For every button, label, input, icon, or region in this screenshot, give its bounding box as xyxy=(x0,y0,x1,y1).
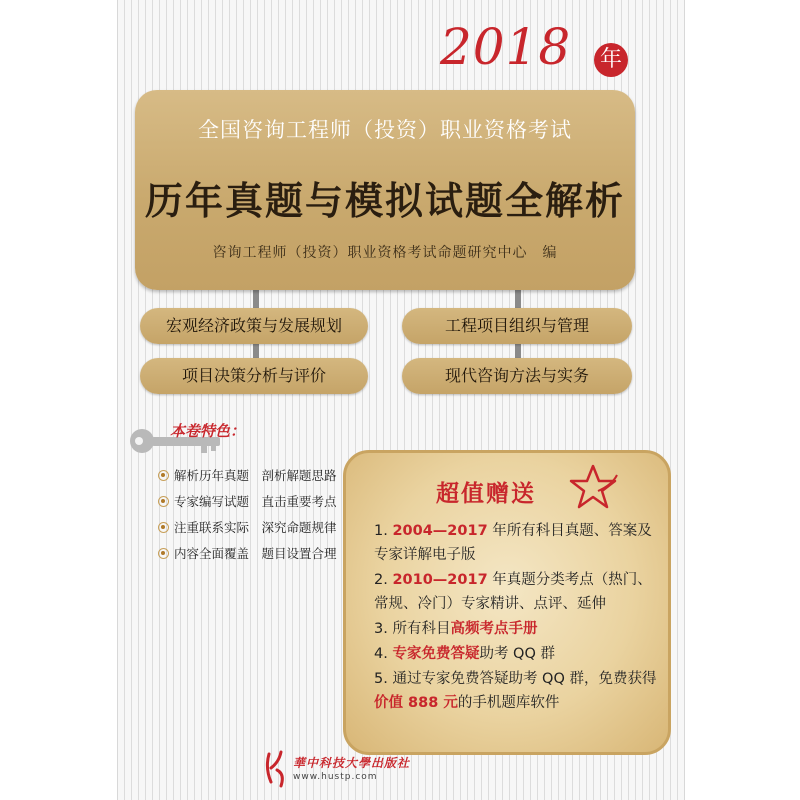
bullet-icon xyxy=(158,522,169,533)
publisher-logo-icon xyxy=(263,748,289,788)
star-icon xyxy=(568,463,618,511)
bonus-item-3: 3. 所有科目高频考点手册 xyxy=(374,621,538,637)
bullet-icon xyxy=(158,496,169,507)
connector-left-top xyxy=(253,288,259,310)
feature-text: 解析历年真题 剖析解题思路 xyxy=(174,468,337,483)
features-list xyxy=(158,462,337,566)
editor-credit: 咨询工程师（投资）职业资格考试命题研究中心 编 xyxy=(212,245,558,261)
feature-text: 内容全面覆盖 题目设置合理 xyxy=(174,546,337,561)
features-heading: 本卷特色： xyxy=(170,422,246,440)
subject-pill-3: 项目决策分析与评价 xyxy=(140,358,368,394)
bonus-title: 超值赠送 xyxy=(436,481,536,507)
feature-text: 注重联系实际 深究命题规律 xyxy=(174,520,337,535)
publisher-url: www.hustp.com xyxy=(293,772,378,782)
year-label: 2018 xyxy=(440,18,572,76)
bonus-item-4: 4. 专家免费答疑助考 QQ 群 xyxy=(374,646,555,662)
feature-item xyxy=(158,488,337,514)
feature-text: 专家编写试题 直击重要考点 xyxy=(174,494,337,509)
bullet-icon xyxy=(158,548,169,559)
connector-right-top xyxy=(515,288,521,310)
book-title: 历年真题与模拟试题全解析 xyxy=(144,178,625,223)
publisher-block xyxy=(263,748,410,788)
bonus-item-2: 2. 2010—2017 年真题分类考点（热门、常规、冷门）专家精讲、点评、延伸 xyxy=(374,572,652,612)
exam-subtitle: 全国咨询工程师（投资）职业资格考试 xyxy=(198,118,572,142)
feature-item xyxy=(158,514,337,540)
bonus-list xyxy=(374,519,664,716)
subject-pill-1: 宏观经济政策与发展规划 xyxy=(140,308,368,344)
title-banner xyxy=(135,90,635,290)
feature-item xyxy=(158,462,337,488)
subject-pill-2: 工程项目组织与管理 xyxy=(402,308,632,344)
bonus-item-1: 1. 2004—2017 年所有科目真题、答案及专家详解电子版 xyxy=(374,523,652,563)
bullet-icon xyxy=(158,470,169,481)
feature-item xyxy=(158,540,337,566)
subject-pill-4: 现代咨询方法与实务 xyxy=(402,358,632,394)
year-suffix-badge: 年 xyxy=(594,43,628,77)
bonus-panel xyxy=(343,450,671,755)
publisher-name: 華中科技大學出版社 xyxy=(293,756,411,770)
bonus-item-5: 5. 通过专家免费答疑助考 QQ 群，免费获得价值 888 元的手机题库软件 xyxy=(374,671,657,711)
